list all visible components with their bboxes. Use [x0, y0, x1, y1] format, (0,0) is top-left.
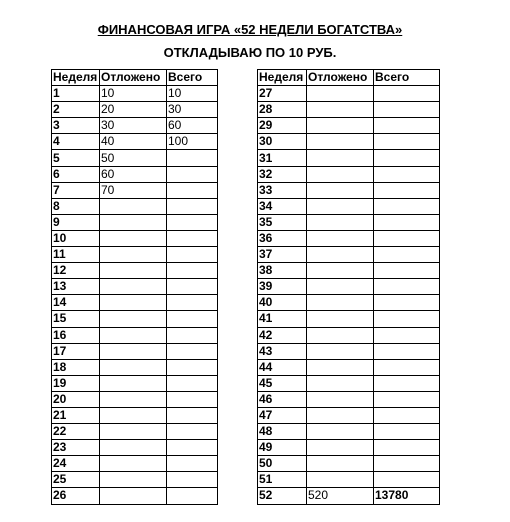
week-cell: 39	[258, 279, 307, 295]
document-title: ФИНАНСОВАЯ ИГРА «52 НЕДЕЛИ БОГАТСТВА»	[97, 22, 403, 37]
table-row	[258, 343, 440, 359]
table-row	[52, 295, 218, 311]
saved-cell	[307, 375, 374, 391]
week-cell: 26	[52, 488, 100, 504]
week-cell: 52	[258, 488, 307, 504]
total-cell	[167, 295, 218, 311]
table-row	[52, 263, 218, 279]
total-cell: 30	[167, 102, 218, 118]
week-cell: 27	[258, 86, 307, 102]
week-cell: 25	[52, 472, 100, 488]
saved-cell	[307, 263, 374, 279]
total-cell	[167, 182, 218, 198]
table-row	[52, 118, 218, 134]
table-row	[52, 198, 218, 214]
week-cell: 16	[52, 327, 100, 343]
table-row	[52, 327, 218, 343]
saved-cell	[307, 102, 374, 118]
week-cell: 35	[258, 214, 307, 230]
table-row	[258, 472, 440, 488]
total-cell	[374, 182, 440, 198]
saved-cell: 30	[100, 118, 167, 134]
total-cell	[167, 230, 218, 246]
header-week: Неделя	[52, 70, 100, 86]
saved-cell	[307, 456, 374, 472]
saved-cell	[100, 214, 167, 230]
total-cell: 60	[167, 118, 218, 134]
total-cell	[374, 86, 440, 102]
table-header-row	[258, 70, 440, 86]
header-total: Всего	[167, 70, 218, 86]
total-cell	[374, 327, 440, 343]
table-row	[52, 311, 218, 327]
saved-cell	[100, 424, 167, 440]
saved-cell	[307, 343, 374, 359]
total-cell	[374, 263, 440, 279]
table-row	[52, 86, 218, 102]
table-row	[52, 230, 218, 246]
table-row	[52, 424, 218, 440]
header-total: Всего	[374, 70, 440, 86]
saved-cell	[307, 247, 374, 263]
total-cell	[374, 230, 440, 246]
week-cell: 8	[52, 198, 100, 214]
saved-cell	[100, 391, 167, 407]
saved-cell	[307, 86, 374, 102]
week-cell: 47	[258, 407, 307, 423]
saved-cell	[307, 230, 374, 246]
week-cell: 37	[258, 247, 307, 263]
table-row	[52, 214, 218, 230]
table-row	[258, 214, 440, 230]
week-cell: 31	[258, 150, 307, 166]
saved-cell	[100, 359, 167, 375]
table-row	[258, 488, 440, 504]
table-row	[52, 279, 218, 295]
saved-cell	[100, 488, 167, 504]
saved-cell: 10	[100, 86, 167, 102]
total-cell	[167, 456, 218, 472]
week-cell: 48	[258, 424, 307, 440]
total-cell	[374, 311, 440, 327]
week-cell: 36	[258, 230, 307, 246]
total-cell	[374, 343, 440, 359]
total-cell	[167, 150, 218, 166]
table-row	[258, 279, 440, 295]
week-cell: 4	[52, 134, 100, 150]
total-cell	[374, 134, 440, 150]
week-cell: 24	[52, 456, 100, 472]
week-cell: 40	[258, 295, 307, 311]
header-saved: Отложено	[100, 70, 167, 86]
table-row	[258, 407, 440, 423]
week-cell: 29	[258, 118, 307, 134]
table-row	[258, 230, 440, 246]
total-cell	[167, 375, 218, 391]
saved-cell	[307, 295, 374, 311]
saved-cell: 20	[100, 102, 167, 118]
week-cell: 45	[258, 375, 307, 391]
saved-cell	[307, 440, 374, 456]
table-row	[52, 391, 218, 407]
week-cell: 10	[52, 230, 100, 246]
saved-cell	[100, 343, 167, 359]
total-cell	[374, 407, 440, 423]
table-row	[258, 263, 440, 279]
total-cell	[374, 375, 440, 391]
week-cell: 11	[52, 247, 100, 263]
table-row	[52, 134, 218, 150]
total-cell	[374, 214, 440, 230]
total-cell	[167, 214, 218, 230]
total-cell	[167, 407, 218, 423]
week-cell: 17	[52, 343, 100, 359]
total-cell	[167, 279, 218, 295]
total-cell	[374, 279, 440, 295]
total-cell	[167, 263, 218, 279]
table-row	[258, 198, 440, 214]
week-cell: 14	[52, 295, 100, 311]
week-cell: 1	[52, 86, 100, 102]
saved-cell	[100, 327, 167, 343]
table-row	[258, 456, 440, 472]
saved-cell	[100, 279, 167, 295]
total-cell	[167, 440, 218, 456]
week-cell: 3	[52, 118, 100, 134]
total-cell	[167, 327, 218, 343]
header-week: Неделя	[258, 70, 307, 86]
savings-table-right	[257, 69, 440, 505]
total-cell	[167, 166, 218, 182]
saved-cell	[100, 311, 167, 327]
total-cell	[374, 198, 440, 214]
week-cell: 19	[52, 375, 100, 391]
table-row	[52, 166, 218, 182]
week-cell: 23	[52, 440, 100, 456]
week-cell: 51	[258, 472, 307, 488]
total-cell: 10	[167, 86, 218, 102]
saved-cell	[307, 182, 374, 198]
table-row	[52, 182, 218, 198]
week-cell: 43	[258, 343, 307, 359]
week-cell: 20	[52, 391, 100, 407]
total-cell	[167, 472, 218, 488]
saved-cell	[307, 166, 374, 182]
total-cell: 13780	[374, 488, 440, 504]
header-saved: Отложено	[307, 70, 374, 86]
saved-cell	[307, 327, 374, 343]
saved-cell	[307, 118, 374, 134]
saved-cell	[100, 230, 167, 246]
week-cell: 22	[52, 424, 100, 440]
saved-cell	[307, 359, 374, 375]
saved-cell	[307, 214, 374, 230]
table-row	[258, 440, 440, 456]
table-row	[258, 166, 440, 182]
week-cell: 7	[52, 182, 100, 198]
saved-cell: 520	[307, 488, 374, 504]
saved-cell	[100, 440, 167, 456]
saved-cell	[307, 150, 374, 166]
saved-cell	[307, 311, 374, 327]
week-cell: 28	[258, 102, 307, 118]
week-cell: 32	[258, 166, 307, 182]
total-cell	[167, 424, 218, 440]
total-cell	[167, 488, 218, 504]
table-header-row	[52, 70, 218, 86]
total-cell	[374, 359, 440, 375]
table-row	[52, 102, 218, 118]
saved-cell	[307, 407, 374, 423]
saved-cell: 70	[100, 182, 167, 198]
table-row	[258, 391, 440, 407]
week-cell: 9	[52, 214, 100, 230]
table-row	[52, 472, 218, 488]
total-cell	[167, 391, 218, 407]
table-row	[258, 86, 440, 102]
total-cell	[167, 247, 218, 263]
saved-cell	[100, 456, 167, 472]
week-cell: 12	[52, 263, 100, 279]
total-cell	[374, 295, 440, 311]
total-cell	[167, 311, 218, 327]
total-cell	[374, 102, 440, 118]
savings-table-left	[51, 69, 218, 505]
week-cell: 33	[258, 182, 307, 198]
week-cell: 42	[258, 327, 307, 343]
week-cell: 30	[258, 134, 307, 150]
table-row	[52, 150, 218, 166]
week-cell: 15	[52, 311, 100, 327]
table-row	[258, 102, 440, 118]
saved-cell	[100, 247, 167, 263]
saved-cell: 40	[100, 134, 167, 150]
week-cell: 34	[258, 198, 307, 214]
saved-cell	[100, 472, 167, 488]
table-row	[258, 150, 440, 166]
table-row	[258, 327, 440, 343]
total-cell	[374, 440, 440, 456]
week-cell: 50	[258, 456, 307, 472]
week-cell: 21	[52, 407, 100, 423]
total-cell	[374, 150, 440, 166]
table-row	[52, 440, 218, 456]
week-cell: 13	[52, 279, 100, 295]
table-row	[258, 359, 440, 375]
table-row	[258, 311, 440, 327]
table-row	[258, 424, 440, 440]
week-cell: 49	[258, 440, 307, 456]
table-row	[258, 182, 440, 198]
table-row	[52, 343, 218, 359]
table-row	[258, 134, 440, 150]
total-cell	[374, 472, 440, 488]
total-cell	[167, 343, 218, 359]
table-row	[52, 488, 218, 504]
week-cell: 5	[52, 150, 100, 166]
saved-cell	[100, 198, 167, 214]
document-subtitle: ОТКЛАДЫВАЮ ПО 10 РУБ.	[163, 45, 337, 60]
table-row	[258, 295, 440, 311]
total-cell	[374, 166, 440, 182]
total-cell	[374, 247, 440, 263]
table-row	[52, 359, 218, 375]
table-row	[258, 247, 440, 263]
table-row	[258, 118, 440, 134]
total-cell	[167, 359, 218, 375]
saved-cell	[307, 391, 374, 407]
saved-cell	[307, 134, 374, 150]
week-cell: 2	[52, 102, 100, 118]
saved-cell: 50	[100, 150, 167, 166]
saved-cell	[100, 375, 167, 391]
table-row	[52, 247, 218, 263]
week-cell: 46	[258, 391, 307, 407]
saved-cell	[307, 279, 374, 295]
saved-cell	[100, 407, 167, 423]
table-row	[52, 375, 218, 391]
total-cell	[374, 456, 440, 472]
saved-cell	[307, 472, 374, 488]
week-cell: 38	[258, 263, 307, 279]
week-cell: 18	[52, 359, 100, 375]
saved-cell	[307, 424, 374, 440]
saved-cell: 60	[100, 166, 167, 182]
total-cell	[374, 118, 440, 134]
total-cell	[374, 391, 440, 407]
week-cell: 41	[258, 311, 307, 327]
table-row	[52, 407, 218, 423]
saved-cell	[307, 198, 374, 214]
saved-cell	[100, 295, 167, 311]
table-row	[258, 375, 440, 391]
saved-cell	[100, 263, 167, 279]
week-cell: 6	[52, 166, 100, 182]
total-cell	[167, 198, 218, 214]
table-row	[52, 456, 218, 472]
total-cell: 100	[167, 134, 218, 150]
week-cell: 44	[258, 359, 307, 375]
total-cell	[374, 424, 440, 440]
